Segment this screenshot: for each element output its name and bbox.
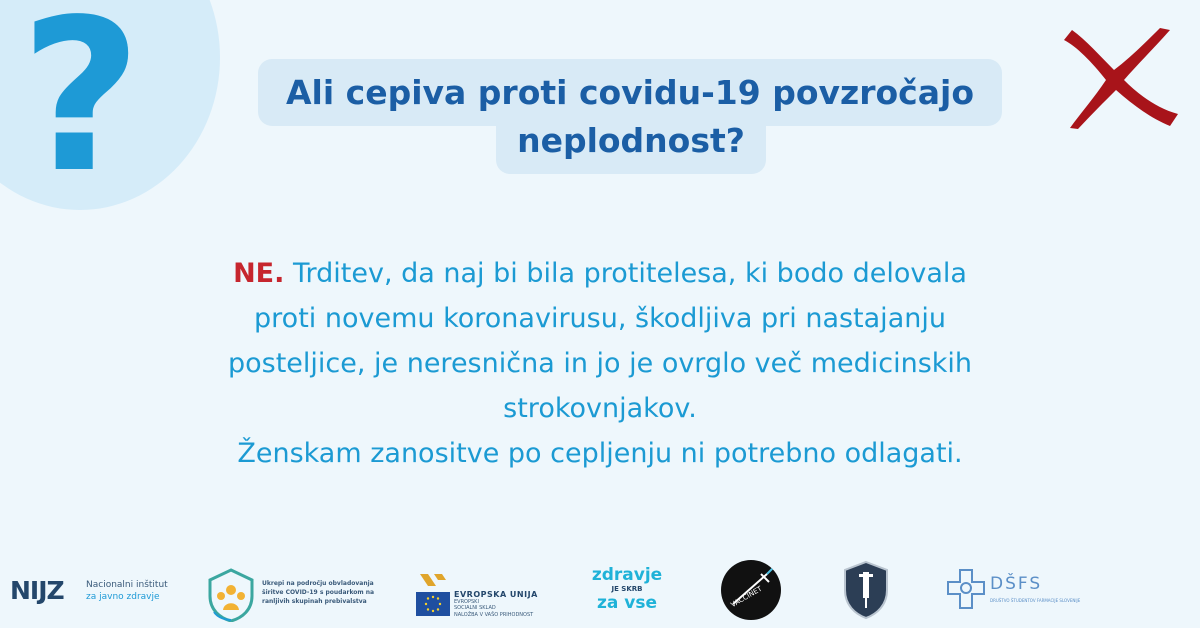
nijz-name-line-2: za javno zdravje: [86, 592, 160, 602]
zdravje-logo: [590, 566, 664, 622]
covid-measures-line-2: širitve COVID-19 s poudarkom na: [262, 589, 375, 596]
answer-line-1-text: Trditev, da naj bi bila protitelesa, ki bodo delovala: [292, 258, 967, 289]
cross-mark-icon: [1058, 28, 1180, 130]
answer-line-4: strokovnjakov.: [503, 393, 697, 424]
eu-sub-1: EVROPSKI: [454, 599, 479, 605]
answer-line-1: [180, 251, 1020, 296]
shield-syringe-logo: [842, 560, 890, 620]
eu-flag-icon: [416, 592, 450, 616]
answer-text: [180, 251, 1020, 476]
covid-measures-line-3: ranljivih skupinah prebivalstva: [262, 598, 367, 605]
title-line-2: neplodnost?: [496, 112, 766, 174]
vaccinet-text: VACCINET: [729, 584, 764, 610]
nijz-name-line-1: Nacionalni inštitut: [86, 580, 168, 590]
answer-label: NE.: [233, 258, 285, 289]
dsfs-logo: [946, 566, 1081, 618]
covid-measures-logo: [206, 568, 386, 624]
answer-line-3: posteljice, je neresnična in jo je ovrglo več medicinskih: [227, 348, 973, 379]
eu-sub-3: NALOŽBA V VAŠO PRIHODNOST: [454, 612, 534, 618]
dsfs-mark: DŠFS: [990, 574, 1043, 594]
zdravje-line-3: za vse: [596, 593, 657, 613]
eu-fund-logo: [416, 572, 566, 618]
eu-name: EVROPSKA UNIJA: [454, 590, 538, 599]
shield-syringe-icon: [842, 560, 890, 620]
shield-people-icon: [206, 568, 256, 622]
title-line-1: Ali cepiva proti covidu-19 povzročajo: [258, 59, 1002, 126]
nijz-mark: NIJZ: [10, 576, 64, 605]
answer-line-2: proti novemu koronavirusu, škodljiva pri nastajanju: [254, 303, 946, 334]
zdravje-line-1: zdravje: [591, 565, 663, 585]
republic-slovenia-icon: [418, 572, 448, 592]
vaccinet-logo: [721, 560, 781, 620]
eu-sub-2: SOCIALNI SKLAD: [454, 605, 496, 611]
covid-measures-line-1: Ukrepi na področju obvladovanja: [262, 580, 374, 587]
nijz-logo: [10, 574, 168, 614]
dsfs-sub: DRUŠTVO ŠTUDENTOV FARMACIJE SLOVENIJE: [990, 598, 1081, 603]
zdravje-line-2: JE SKRB: [611, 585, 643, 593]
dsfs-cross-icon: [946, 566, 986, 612]
logo-strip: [0, 558, 1200, 628]
answer-line-5: Ženskam zanositve po cepljenju ni potrebno odlagati.: [237, 438, 963, 469]
question-mark-icon: ?: [20, 0, 142, 219]
